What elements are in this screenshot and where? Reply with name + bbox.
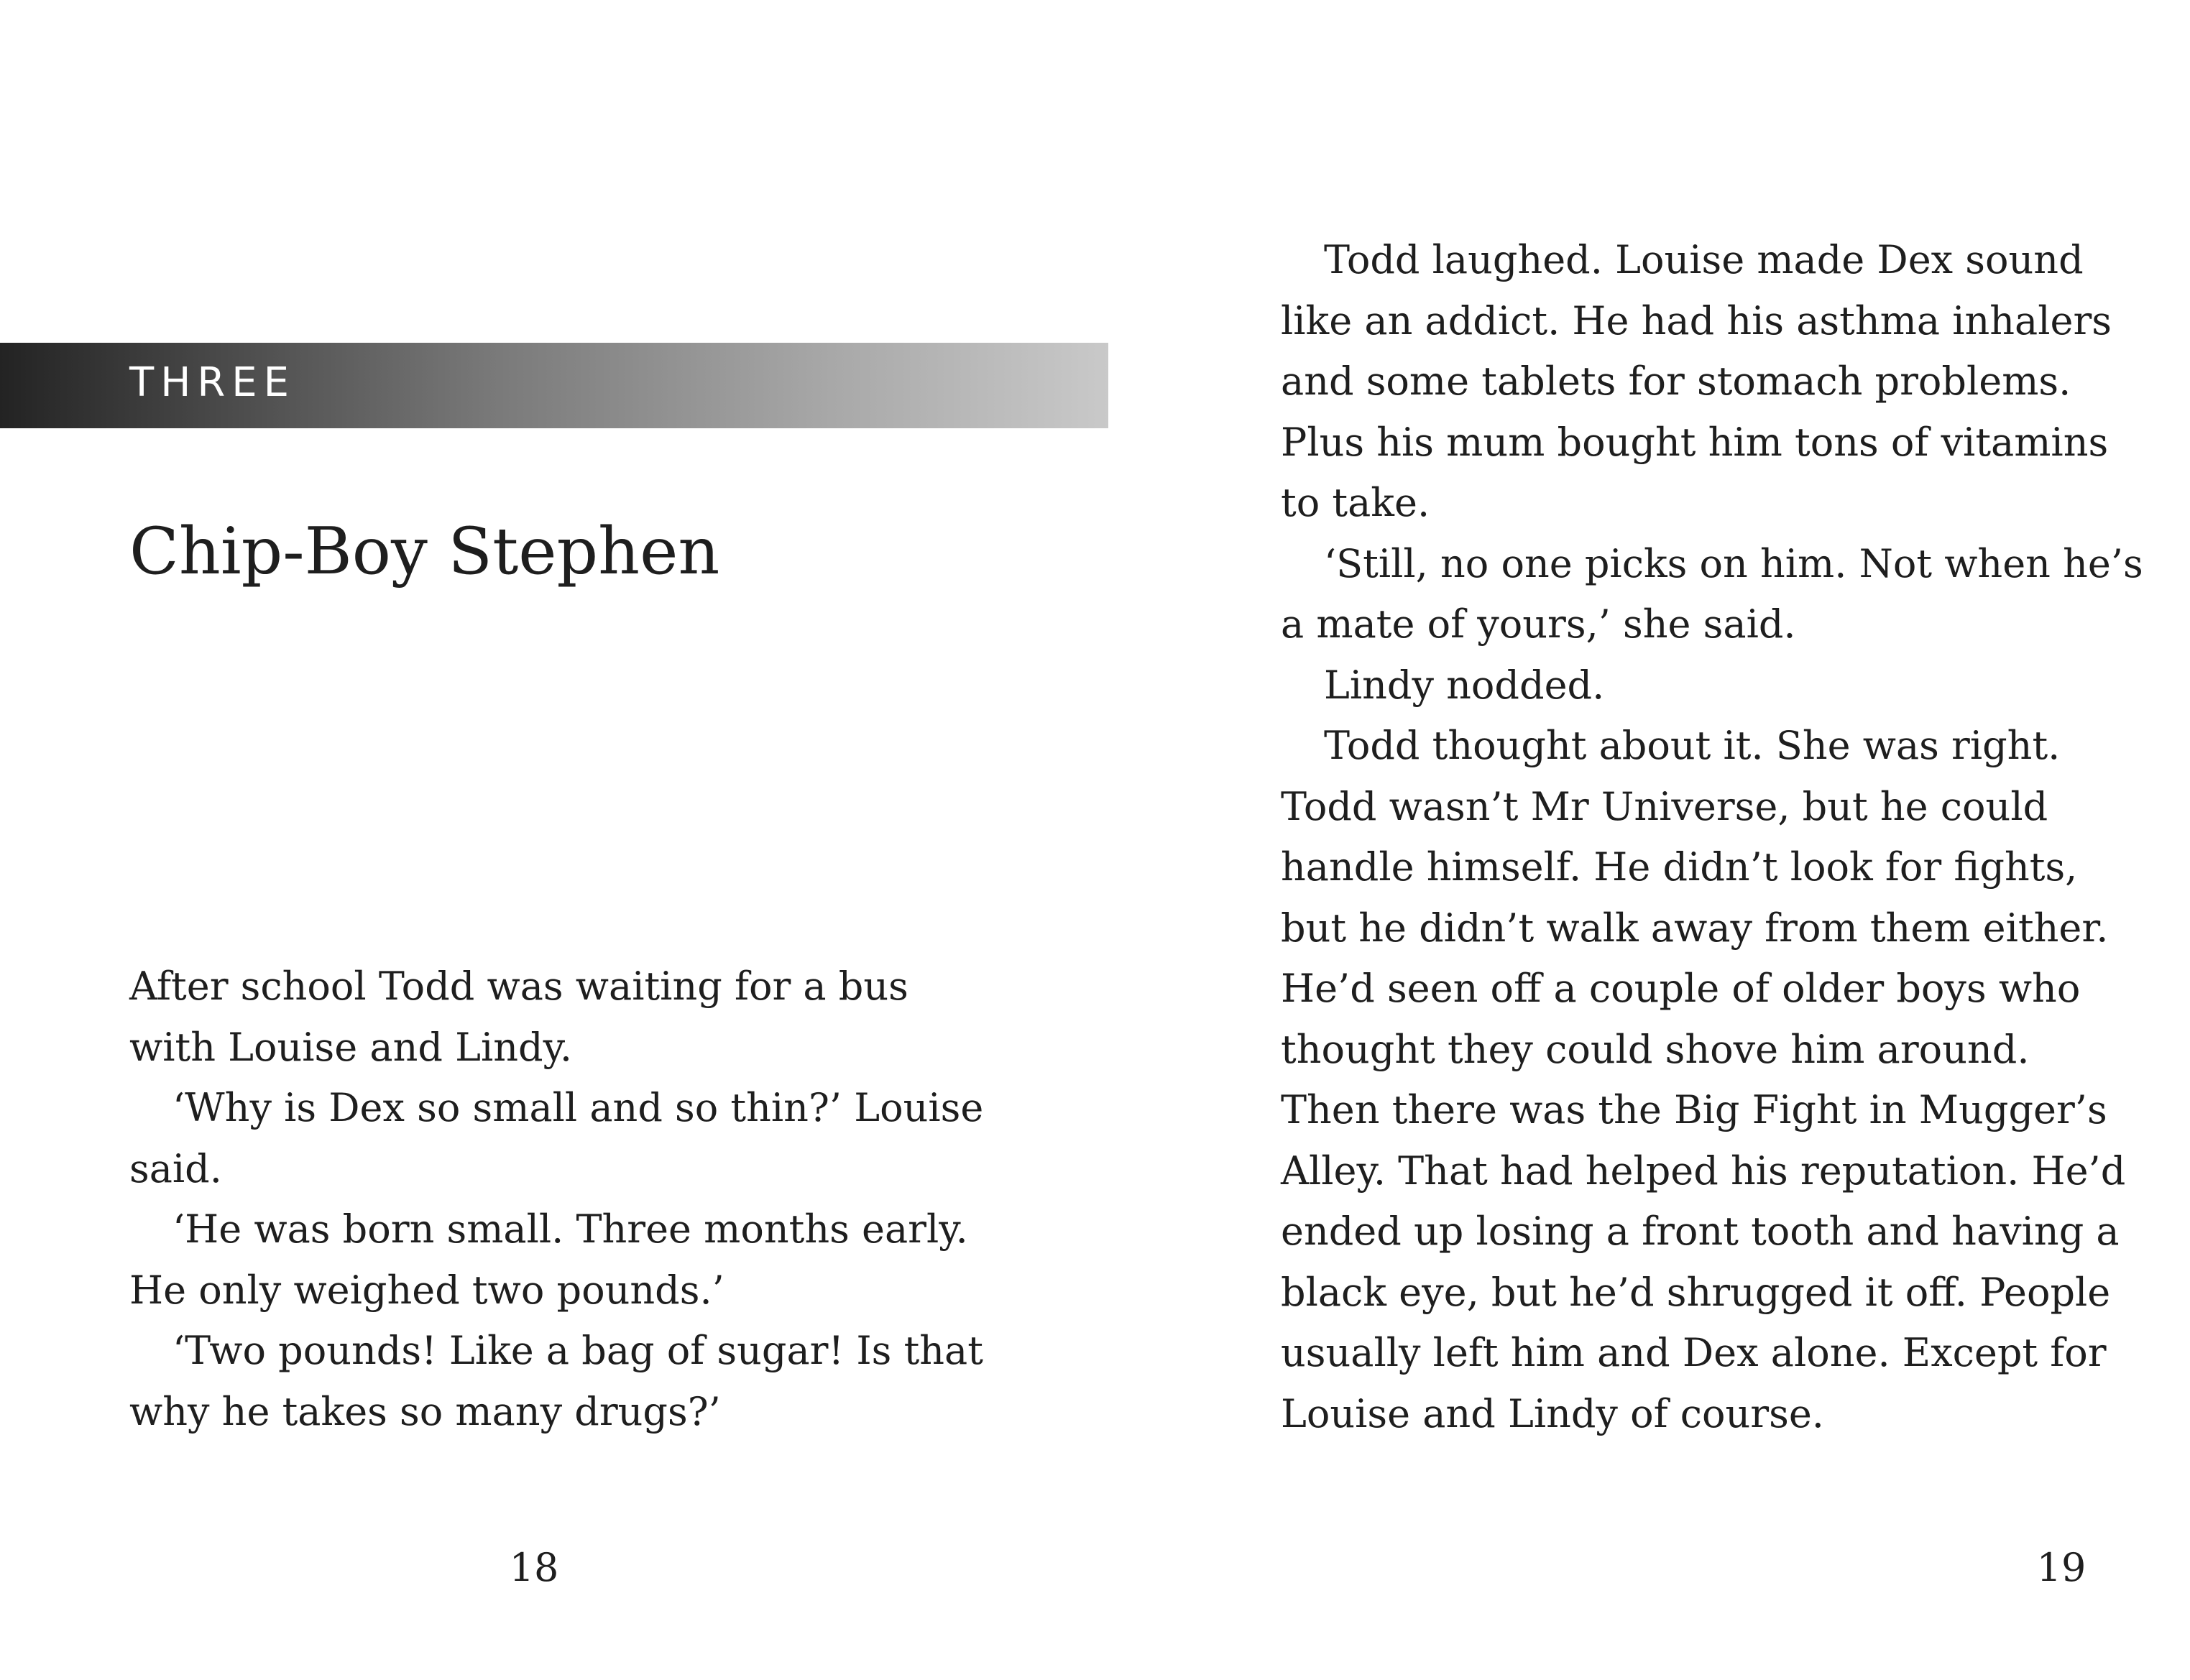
text-line: black eye, but he’d shrugged it off. People bbox=[1281, 1269, 2111, 1315]
chapter-number: THREE bbox=[129, 359, 295, 406]
text-line: like an addict. He had his asthma inhalers bbox=[1281, 297, 2112, 343]
text-line: Alley. That had helped his reputation. He’d bbox=[1281, 1148, 2126, 1194]
text-line: to take. bbox=[1281, 480, 1430, 525]
text-line: After school Todd was waiting for a bus bbox=[129, 964, 908, 1009]
text-line: Then there was the Big Fight in Mugger’s bbox=[1281, 1087, 2107, 1132]
text-line: ‘Why is Dex so small and so thin?’ Louise bbox=[172, 1085, 984, 1130]
text-line: but he didn’t walk away from them either. bbox=[1281, 905, 2109, 951]
chapter-heading-band bbox=[0, 343, 1108, 428]
text-line: ended up losing a front tooth and having a bbox=[1281, 1209, 2120, 1254]
page-number-right: 19 bbox=[2036, 1545, 2087, 1590]
text-line: Plus his mum bought him tons of vitamins bbox=[1281, 419, 2109, 465]
text-line: Todd thought about it. She was right. bbox=[1324, 723, 2061, 768]
text-line: Lindy nodded. bbox=[1324, 662, 1605, 708]
left-page-body-text bbox=[129, 956, 983, 1442]
text-line: ‘He was born small. Three months early. bbox=[172, 1206, 968, 1252]
text-line: Todd wasn’t Mr Universe, but he could bbox=[1281, 783, 2048, 829]
text-line: and some tablets for stomach problems. bbox=[1281, 359, 2071, 404]
text-line: why he takes so many drugs?’ bbox=[129, 1388, 721, 1434]
text-line: thought they could shove him around. bbox=[1281, 1026, 2030, 1072]
text-line: with Louise and Lindy. bbox=[129, 1024, 573, 1070]
text-line: handle himself. He didn’t look for fights, bbox=[1281, 844, 2078, 890]
text-line: He only weighed two pounds.’ bbox=[129, 1267, 724, 1313]
text-line: ‘Two pounds! Like a bag of sugar! Is that bbox=[172, 1328, 983, 1373]
text-line: Todd laughed. Louise made Dex sound bbox=[1324, 237, 2084, 282]
text-line: Louise and Lindy of course. bbox=[1281, 1390, 1824, 1436]
page-number-left: 18 bbox=[509, 1545, 559, 1590]
text-line: said. bbox=[129, 1145, 222, 1191]
chapter-title: Chip-Boy Stephen bbox=[129, 514, 720, 589]
text-line: usually left him and Dex alone. Except for bbox=[1281, 1330, 2107, 1375]
text-line: ‘Still, no one picks on him. Not when he’s bbox=[1324, 540, 2143, 586]
text-line: a mate of yours,’ she said. bbox=[1281, 601, 1796, 647]
right-page-body-text bbox=[1281, 230, 2143, 1444]
text-line: He’d seen off a couple of older boys who bbox=[1281, 966, 2081, 1011]
